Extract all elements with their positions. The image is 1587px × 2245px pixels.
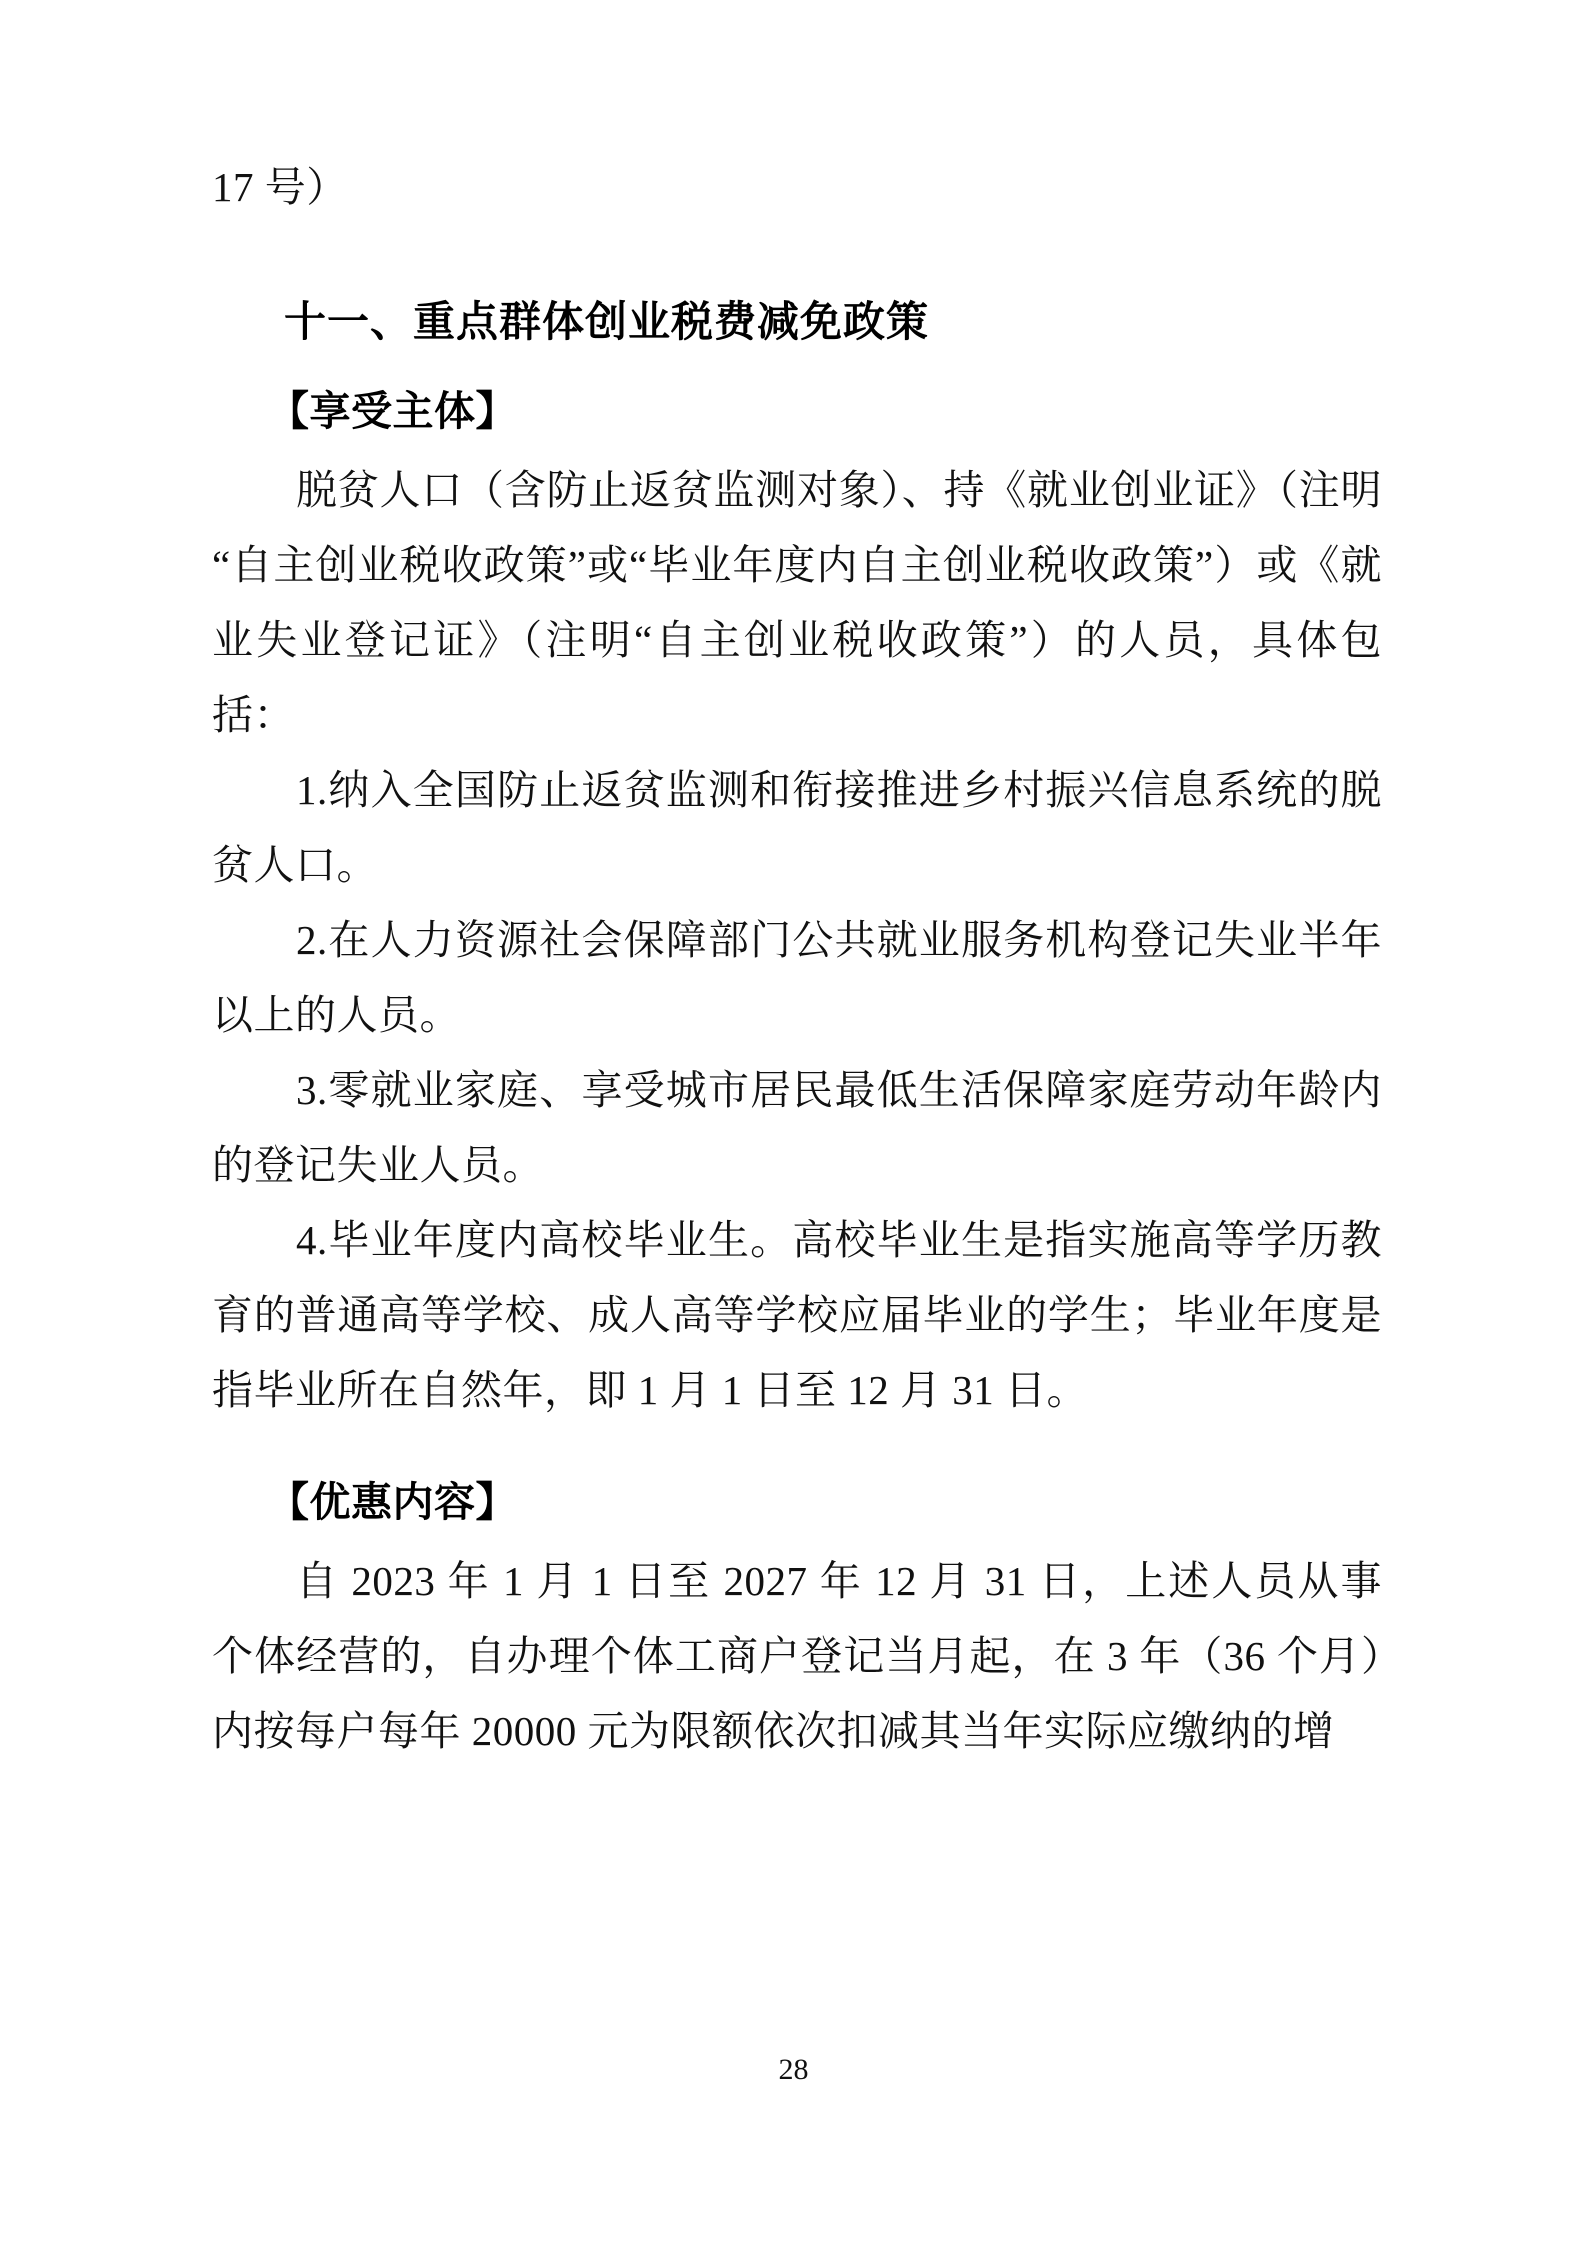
paragraph-eligible-item-2: 2.在人力资源社会保障部门公共就业服务机构登记失业半年以上的人员。 bbox=[212, 917, 1382, 1038]
carryover-line: 17 号） bbox=[212, 164, 348, 210]
page-content bbox=[212, 150, 1382, 1769]
subheading-eligible-subjects: 【享受主体】 bbox=[268, 387, 517, 435]
page-number: 28 bbox=[778, 2053, 809, 2086]
paragraph-eligible-item-4: 4.毕业年度内高校毕业生。高校毕业生是指实施高等学历教育的普通高等学校、成人高等学校应届毕业的学生；毕业年度是指毕业所在自然年，即 1 月 1 日至 12 月 31 日。 bbox=[212, 1217, 1382, 1413]
subheading-benefit-content: 【优惠内容】 bbox=[268, 1478, 517, 1526]
paragraph-eligible-item-3: 3.零就业家庭、享受城市居民最低生活保障家庭劳动年龄内的登记失业人员。 bbox=[212, 1067, 1382, 1188]
paragraph-benefit-content: 自 2023 年 1 月 1 日至 2027 年 12 月 31 日，上述人员从事个体经营的，自办理个体工商户登记当月起，在 3 年（36 个月）内按每户每年 20000 元为限额依次扣减其当年实际应缴纳的增 bbox=[212, 1558, 1382, 1754]
paragraph-eligible-intro: 脱贫人口（含防止返贫监测对象）、持《就业创业证》（注明“自主创业税收政策”或“毕业年度内自主创业税收政策”）或《就业失业登记证》（注明“自主创业税收政策”）的人员，具体包括： bbox=[212, 467, 1382, 738]
section-title: 十一、重点群体创业税费减免政策 bbox=[284, 297, 930, 346]
paragraph-eligible-item-1: 1.纳入全国防止返贫监测和衔接推进乡村振兴信息系统的脱贫人口。 bbox=[212, 767, 1382, 888]
